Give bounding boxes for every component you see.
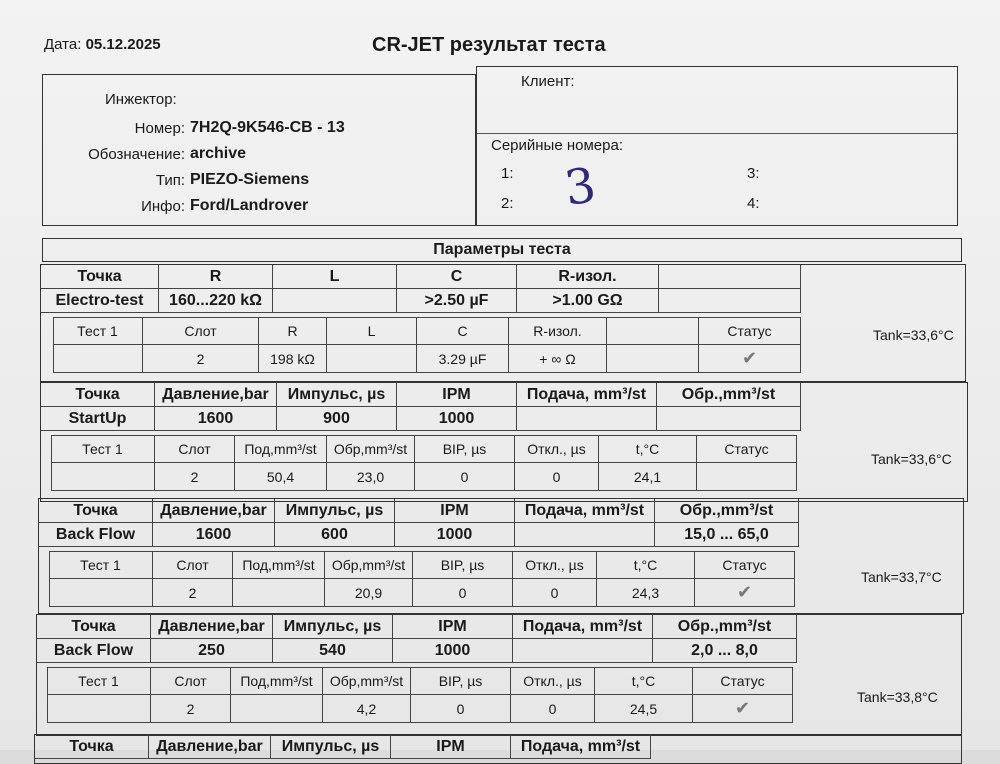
- point-header-cell: Точка: [37, 615, 151, 639]
- point-header-cell: Подача, mm³/st: [515, 499, 655, 523]
- point-header-cell: Точка: [39, 499, 153, 523]
- point-header-cell: Подача, mm³/st: [513, 615, 653, 639]
- designation-value: archive: [190, 145, 247, 162]
- point-test-header-cell: Под,mm³/st: [233, 551, 325, 579]
- client-label: Клиент:: [521, 73, 575, 90]
- tank-temp: Tank=33,6°C: [871, 451, 952, 467]
- point-test-header-cell: t,°C: [595, 667, 693, 695]
- point-value-cell-frame: [41, 407, 801, 431]
- point-header-cell: Обр.,mm³/st: [655, 499, 799, 523]
- point-header-cell: Давление,bar: [153, 499, 275, 523]
- point-value-cell: Back Flow: [39, 523, 153, 547]
- electro-test-value-cell: 3.29 µF: [417, 345, 509, 373]
- electro-test-header-cell: L: [327, 317, 417, 345]
- point-section-cut-off: [34, 734, 962, 764]
- point-value-cell-frame: [39, 523, 799, 547]
- point-test-header-cell: Тест 1: [51, 435, 155, 463]
- point-test-header-cell: Под,mm³/st: [231, 667, 323, 695]
- cut-off-header-cell: Давление,bar: [149, 735, 271, 759]
- point-test-header-cell: Статус: [693, 667, 793, 695]
- point-value-cell: 600: [275, 523, 395, 547]
- point-header-cell: Подача, mm³/st: [517, 383, 657, 407]
- date-value: 05.12.2025: [85, 36, 161, 53]
- point-test-header-cell-frame: [49, 551, 795, 579]
- point-header-cell: IPM: [395, 499, 515, 523]
- point-test-header-cell: Слот: [155, 435, 235, 463]
- point-test-value-cell: 24,3: [597, 579, 695, 607]
- electro-test-header-cell: Тест 1: [53, 317, 143, 345]
- electro-test-header-cell: R: [259, 317, 327, 345]
- point-header-cell: IPM: [397, 383, 517, 407]
- electro-header-cell: Точка: [41, 265, 159, 289]
- point-value-cell: StartUp: [41, 407, 155, 431]
- point-header-cell: Импульс, µs: [275, 499, 395, 523]
- point-value-cell: 540: [273, 639, 393, 663]
- status-check-icon: ✔: [693, 695, 793, 723]
- tank-temp: Tank=33,6°C: [873, 327, 954, 343]
- point-test-header-cell: t,°C: [597, 551, 695, 579]
- point-test-value-cell: 0: [515, 463, 599, 491]
- date-label: Дата:: [44, 36, 82, 53]
- point-value-cell-frame: [37, 639, 797, 663]
- electro-test-header-cell: Статус: [699, 317, 801, 345]
- point-test-value-cell: 20,9: [325, 579, 413, 607]
- point-test-value-cell: 50,4: [235, 463, 327, 491]
- point-test-value-cell: 4,2: [323, 695, 411, 723]
- point-value-cell: 1000: [393, 639, 513, 663]
- electro-value-cell-frame: [41, 289, 801, 313]
- electro-value-cell: >2.50 µF: [397, 289, 517, 313]
- point-value-cell: 2,0 ... 8,0: [653, 639, 797, 663]
- electro-section: [40, 264, 966, 382]
- point-test-header-cell: Слот: [151, 667, 231, 695]
- point-header-cell-frame: [41, 383, 801, 407]
- point-test-header-cell: Обр,mm³/st: [327, 435, 415, 463]
- electro-test-value-cell-frame: [53, 345, 801, 373]
- params-title: Параметры теста: [42, 238, 962, 262]
- point-value-cell: Back Flow: [37, 639, 151, 663]
- serial-2-label: 2:: [501, 195, 514, 212]
- number-value: 7H2Q-9K546-CB - 13: [190, 119, 345, 136]
- point-test-header-cell: Тест 1: [47, 667, 151, 695]
- point-test-value-cell: 2: [153, 579, 233, 607]
- point-value-cell: 1000: [395, 523, 515, 547]
- electro-header-cell-frame: [41, 265, 801, 289]
- point-test-header-cell: Откл., µs: [511, 667, 595, 695]
- electro-header-cell: C: [397, 265, 517, 289]
- point-test-header-cell: Откл., µs: [513, 551, 597, 579]
- client-divider: [477, 133, 957, 134]
- point-value-cell: 250: [151, 639, 273, 663]
- electro-header-cell: R: [159, 265, 273, 289]
- cut-off-header-cell: IPM: [391, 735, 511, 759]
- point-section-backflow-250: [36, 614, 962, 736]
- point-section-backflow-1600: [38, 498, 964, 614]
- point-header-cell: Давление,bar: [155, 383, 277, 407]
- point-value-cell: 15,0 ... 65,0: [655, 523, 799, 547]
- point-test-value-cell: 0: [415, 463, 515, 491]
- point-header-cell: Давление,bar: [151, 615, 273, 639]
- status-check-icon: ✔: [699, 345, 801, 373]
- electro-test-header-cell: Слот: [143, 317, 259, 345]
- point-header-cell: Импульс, µs: [277, 383, 397, 407]
- electro-header-cell: R-изол.: [517, 265, 659, 289]
- point-test-value-cell: 2: [151, 695, 231, 723]
- point-test-value-cell: 0: [511, 695, 595, 723]
- date-line: [44, 36, 161, 53]
- cut-off-header-cell: Точка: [35, 735, 149, 759]
- cut-off-header-cell-frame: [35, 735, 651, 759]
- point-test-header-cell: BIP, µs: [415, 435, 515, 463]
- point-test-value-cell: 0: [513, 579, 597, 607]
- injector-heading: Инжектор:: [105, 91, 177, 108]
- point-test-value-cell-frame: [51, 463, 797, 491]
- electro-value-cell: 160...220 kΩ: [159, 289, 273, 313]
- electro-value-cell: Electro-test: [41, 289, 159, 313]
- point-value-cell: 1600: [153, 523, 275, 547]
- handwritten-mark: 3: [561, 157, 600, 217]
- electro-header-cell: L: [273, 265, 397, 289]
- designation-label: Обозначение:: [88, 146, 185, 163]
- cut-off-header-cell: Подача, mm³/st: [511, 735, 651, 759]
- point-test-header-cell: Откл., µs: [515, 435, 599, 463]
- serial-4-label: 4:: [747, 195, 760, 212]
- serial-1-label: 1:: [501, 165, 514, 182]
- electro-test-header-cell-frame: [53, 317, 801, 345]
- point-header-cell: Обр.,mm³/st: [657, 383, 801, 407]
- point-header-cell-frame: [39, 499, 799, 523]
- point-header-cell: Точка: [41, 383, 155, 407]
- info-label: Инфо:: [141, 198, 185, 215]
- point-header-cell: Импульс, µs: [273, 615, 393, 639]
- page-title: CR-JET результат теста: [372, 34, 606, 56]
- point-test-value-cell: 24,5: [595, 695, 693, 723]
- info-value: Ford/Landrover: [190, 197, 309, 214]
- point-test-header-cell: Статус: [697, 435, 797, 463]
- point-section-startup: [40, 382, 968, 502]
- point-test-header-cell-frame: [47, 667, 793, 695]
- point-test-header-cell: BIP, µs: [413, 551, 513, 579]
- point-header-cell-frame: [37, 615, 797, 639]
- point-test-header-cell-frame: [51, 435, 797, 463]
- electro-value-cell: >1.00 GΩ: [517, 289, 659, 313]
- electro-test-header-cell: R-изол.: [509, 317, 607, 345]
- point-header-cell: Обр.,mm³/st: [653, 615, 797, 639]
- electro-test-header-cell: C: [417, 317, 509, 345]
- point-test-value-cell: 24,1: [599, 463, 697, 491]
- serial-3-label: 3:: [747, 165, 760, 182]
- point-test-header-cell: Под,mm³/st: [235, 435, 327, 463]
- point-test-header-cell: Статус: [695, 551, 795, 579]
- point-test-header-cell: Слот: [153, 551, 233, 579]
- status-check-icon: ✔: [695, 579, 795, 607]
- point-value-cell: 900: [277, 407, 397, 431]
- point-test-value-cell-frame: [47, 695, 793, 723]
- point-test-header-cell: t,°C: [599, 435, 697, 463]
- number-label: Номер:: [134, 120, 185, 137]
- point-test-value-cell: 0: [411, 695, 511, 723]
- point-test-value-cell: 2: [155, 463, 235, 491]
- tank-temp: Tank=33,7°C: [861, 569, 942, 585]
- serials-label: Серийные номера:: [491, 137, 623, 154]
- client-box: [476, 66, 958, 226]
- electro-test-value-cell: + ∞ Ω: [509, 345, 607, 373]
- electro-test-value-cell: 2: [143, 345, 259, 373]
- point-value-cell: 1600: [155, 407, 277, 431]
- injector-box: [42, 74, 476, 226]
- electro-test-value-cell: 198 kΩ: [259, 345, 327, 373]
- point-test-header-cell: BIP, µs: [411, 667, 511, 695]
- point-test-value-cell-frame: [49, 579, 795, 607]
- point-value-cell: 1000: [397, 407, 517, 431]
- type-value: PIEZO-Siemens: [190, 171, 310, 188]
- point-test-header-cell: Обр,mm³/st: [325, 551, 413, 579]
- type-label: Тип:: [155, 172, 185, 189]
- point-header-cell: IPM: [393, 615, 513, 639]
- point-test-value-cell: 23,0: [327, 463, 415, 491]
- point-test-header-cell: Тест 1: [49, 551, 153, 579]
- tank-temp: Tank=33,8°C: [857, 689, 938, 705]
- point-test-value-cell: 0: [413, 579, 513, 607]
- point-test-header-cell: Обр,mm³/st: [323, 667, 411, 695]
- cut-off-header-cell: Импульс, µs: [271, 735, 391, 759]
